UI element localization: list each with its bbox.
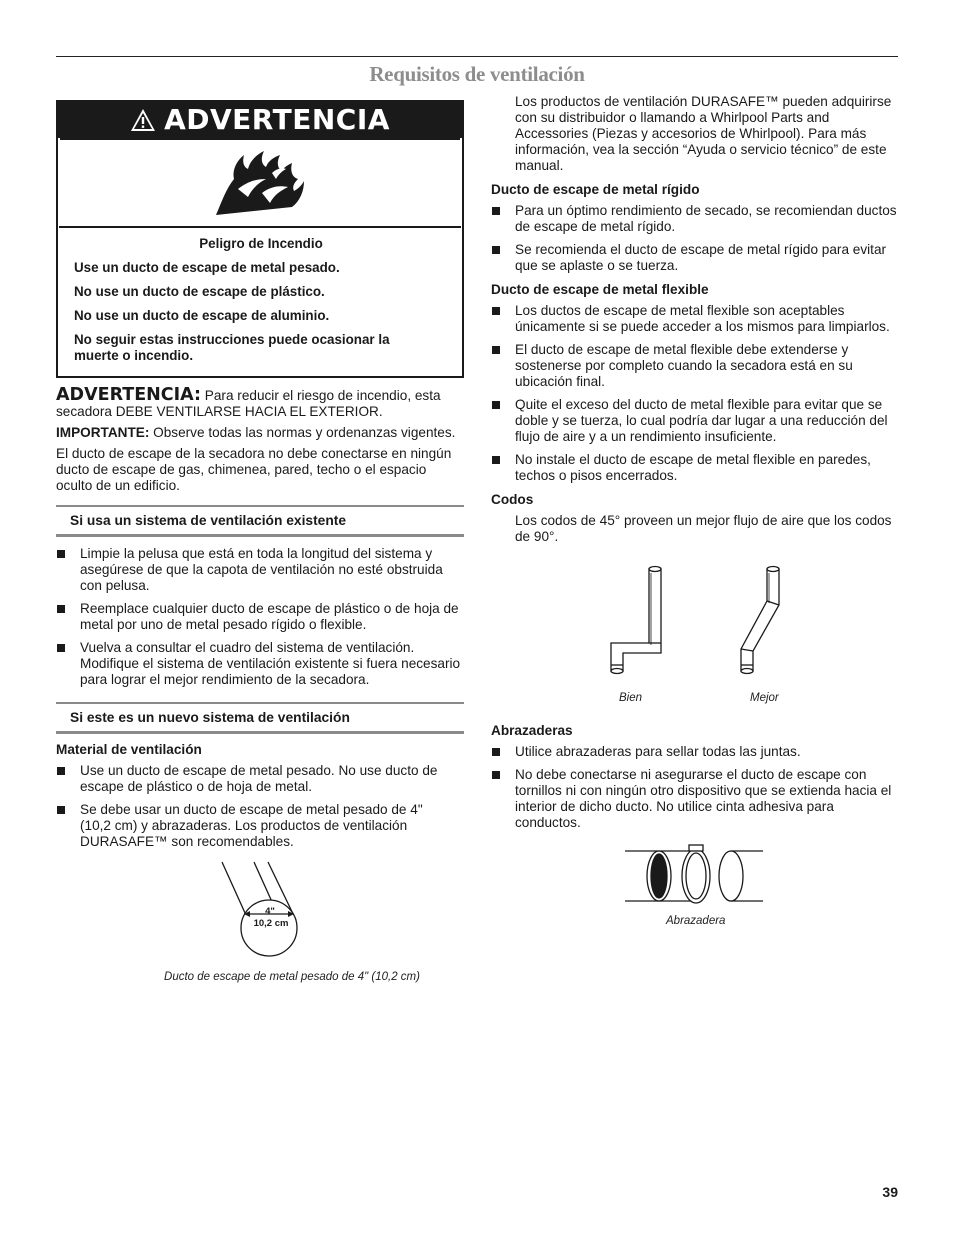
rigid-title: Ducto de escape de metal rígido [491,182,700,197]
importante-label: IMPORTANTE: [56,425,150,440]
codos-text: Los codos de 45° proveen un mejor flujo de aire que los codos de 90°. [515,513,892,544]
advertencia-text: Para reducir el riesgo de incendio, esta secadora DEBE VENTILARSE HACIA EL EXTERIOR. [56,388,441,419]
page-title: Requisitos de ventilación [369,62,585,86]
elbow-diagram [491,561,898,721]
warning-header [58,102,462,138]
material-subhead: Material de ventilación [56,742,202,757]
abrazaderas-title: Abrazaderas [491,723,573,738]
codos-title: Codos [491,492,534,507]
list-item: Utilice abrazaderas para sellar todas las juntas. [491,744,898,760]
section-new-title: Si este es un nuevo sistema de ventilación [56,702,464,734]
elbow-caption-better: Mejor [750,692,779,704]
advertencia-paragraph [56,387,464,420]
abrazaderas-list [491,744,898,831]
warning-line: No seguir estas instrucciones puede ocasionar la muerte o incendio. [74,332,390,363]
list-item: Use un ducto de escape de metal pesado. No use ducto de escape de plástico o de hoja de metal. [56,763,464,795]
section-new-list [56,763,464,850]
list-item: Se recomienda el ducto de escape de metal rígido para evitar que se aplaste o se tuerza. [491,242,898,274]
warning-body [58,228,462,376]
ducto-paragraph: El ducto de escape de la secadora no debe conectarse en ningún ducto de escape de gas, chimenea, pared, techo o el espacio oculto de un edificio. [56,446,452,493]
clamp-caption: Abrazadera [666,915,726,927]
advertencia-label: ADVERTENCIA: [56,385,202,405]
fire-hazard-area [59,140,461,228]
list-item: Limpie la pelusa que está en toda la longitud del sistema y asegúrese de que la capota de ventilación no esté obstruida con pelusa. [56,546,464,594]
duct-caption: Ducto de escape de metal pesado de 4" (10,2 cm) [164,971,420,983]
right-column [491,94,898,929]
section-existing-list [56,546,464,688]
list-item: Para un óptimo rendimiento de secado, se recomiendan ductos de escape de metal rígido. [491,203,898,235]
list-item: Vuelva a consultar el cuadro del sistema de ventilación. Modifique el sistema de ventilación existente si fuera necesario para lograr el mejor rendimiento de la secadora. [56,640,464,688]
page-number: 39 [882,1184,898,1200]
fire-icon [212,149,308,217]
clamp-diagram [491,843,898,929]
list-item: Se debe usar un ducto de escape de metal pesado de 4" (10,2 cm) y abrazaderas. Los productos de ventilación DURASAFE™ son recomendables. [56,802,440,850]
warning-line: No use un ducto de escape de aluminio. [74,308,330,323]
elbow-illustration [491,561,898,691]
flexible-list [491,303,898,484]
rigid-list [491,203,898,274]
list-item: Quite el exceso del ducto de metal flexible para evitar que se doble y se tuerza, lo cual podría dar lugar a una reducción del flujo de aire y a un rendimiento insuficiente. [491,397,898,445]
warning-triangle-icon [130,108,156,132]
diagram-label-inches: 4" [265,906,275,917]
warning-line: Use un ducto de escape de metal pesado. [74,260,340,275]
importante-text: Observe todas las normas y ordenanzas vigentes. [149,425,456,440]
warning-line: No use un ducto de escape de plástico. [74,284,325,299]
elbow-caption-good: Bien [619,692,643,704]
importante-paragraph [56,425,464,441]
durasafe-paragraph: Los productos de ventilación DURASAFE™ pueden adquirirse con su distribuidor o llamando a Whirlpool Parts and Accessories (Piezas y accesorios de Whirlpool). Para más información, vea la sección “Ayuda o servicio técnico” de este manual. [515,94,892,173]
clamp-illustration [491,843,898,913]
diagram-label-cm: 10,2 cm [253,918,289,929]
section-existing-title: Si usa un sistema de ventilación existente [56,505,464,537]
left-column [56,100,464,985]
list-item: Reemplace cualquier ducto de escape de plástico o de hoja de metal por uno de metal pesado rígido o flexible. [56,601,464,633]
flexible-title: Ducto de escape de metal flexible [491,282,709,297]
warning-title: ADVERTENCIA [164,103,390,136]
list-item: El ducto de escape de metal flexible debe extenderse y sostenerse por completo cuando la secadora está en su ubicación final. [491,342,898,390]
warning-heading: Peligro de Incendio [199,236,323,251]
list-item: No debe conectarse ni asegurarse el ducto de escape con tornillos ni con ningún otro dispositivo que se extienda hacia el interior de dicho ducto. No utilice cinta adhesiva para conductos. [491,767,898,831]
warning-box [56,100,464,378]
list-item: No instale el ducto de escape de metal flexible en paredes, techos o pisos encerrados. [491,452,898,484]
top-rule [56,56,898,57]
list-item: Los ductos de escape de metal flexible son aceptables únicamente si se puede acceder a los mismos para limpiarlos. [491,303,898,335]
duct-diagram [56,850,464,968]
